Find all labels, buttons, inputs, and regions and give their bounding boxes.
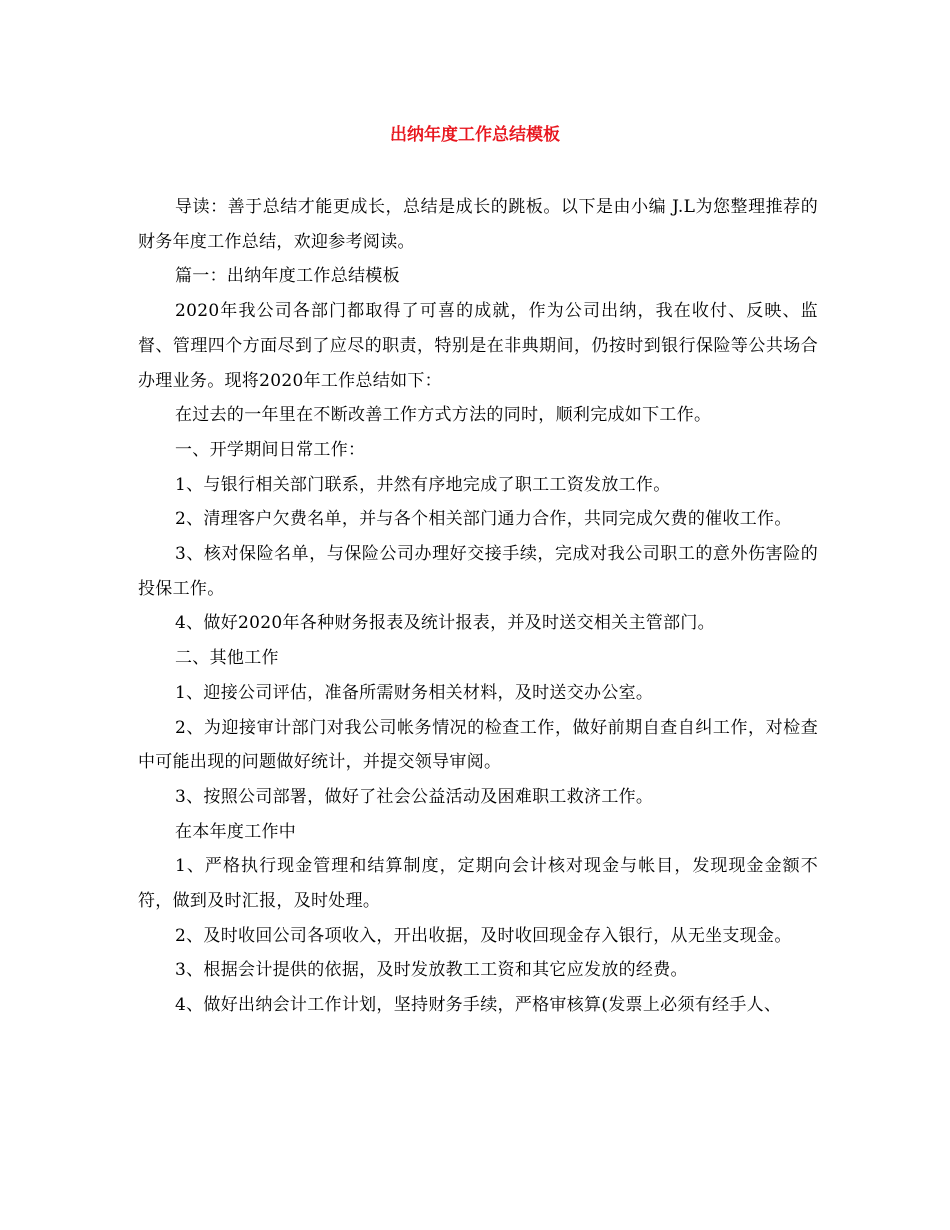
- list-item: 4、做好出纳会计工作计划，坚持财务手续，严格审核算(发票上必须有经手人、: [175, 995, 782, 1016]
- list-item: 4、做好2020年各种财务报表及统计报表，并及时送交相关主管部门。: [175, 613, 715, 634]
- paragraph-section-heading: 篇一：出纳年度工作总结模板: [175, 266, 400, 287]
- list-item: 1、迎接公司评估，准备所需财务相关材料，及时送交办公室。: [175, 682, 654, 703]
- list-item: 2、清理客户欠费名单，并与各个相关部门通力合作，共同完成欠费的催收工作。: [175, 509, 792, 530]
- paragraph-heading-other-work: 二、其他工作: [175, 648, 279, 669]
- list-item: 1、严格执行现金管理和结算制度，定期向会计核对现金与帐目，发现现金金额不符，做到及时汇报，及时处理。: [138, 856, 818, 912]
- document-title: 出纳年度工作总结模板: [390, 125, 560, 145]
- document-body: [138, 190, 818, 1023]
- paragraph-intro: 导读：善于总结才能更成长，总结是成长的跳板。以下是由小编 J.L为您整理推荐的财务年度工作总结，欢迎参考阅读。: [138, 197, 818, 252]
- paragraph-heading-daily-work: 一、开学期间日常工作：: [175, 439, 366, 460]
- list-item: 3、根据会计提供的依据，及时发放教工工资和其它应发放的经费。: [175, 960, 688, 981]
- list-item: 1、与银行相关部门联系，井然有序地完成了职工工资发放工作。: [175, 474, 671, 495]
- paragraph-heading-this-year: 在本年度工作中: [175, 821, 297, 842]
- list-item: 3、核对保险名单，与保险公司办理好交接手续，完成对我公司职工的意外伤害险的投保工作。: [138, 544, 818, 599]
- list-item: 2、为迎接审计部门对我公司帐务情况的检查工作，做好前期自查自纠工作，对检查中可能出现的问题做好统计，并提交领导审阅。: [138, 717, 818, 773]
- paragraph-summary: 2020年我公司各部门都取得了可喜的成就，作为公司出纳，我在收付、反映、监督、管理四个方面尽到了应尽的职责，特别是在非典期间，仍按时到银行保险等公共场合办理业务。现将2020年工作总结如下：: [138, 301, 818, 391]
- list-item: 2、及时收回公司各项收入，开出收据，及时收回现金存入银行，从无坐支现金。: [175, 925, 792, 946]
- list-item: 3、按照公司部署，做好了社会公益活动及困难职工救济工作。: [175, 786, 654, 807]
- paragraph: 在过去的一年里在不断改善工作方式方法的同时，顺利完成如下工作。: [175, 405, 712, 426]
